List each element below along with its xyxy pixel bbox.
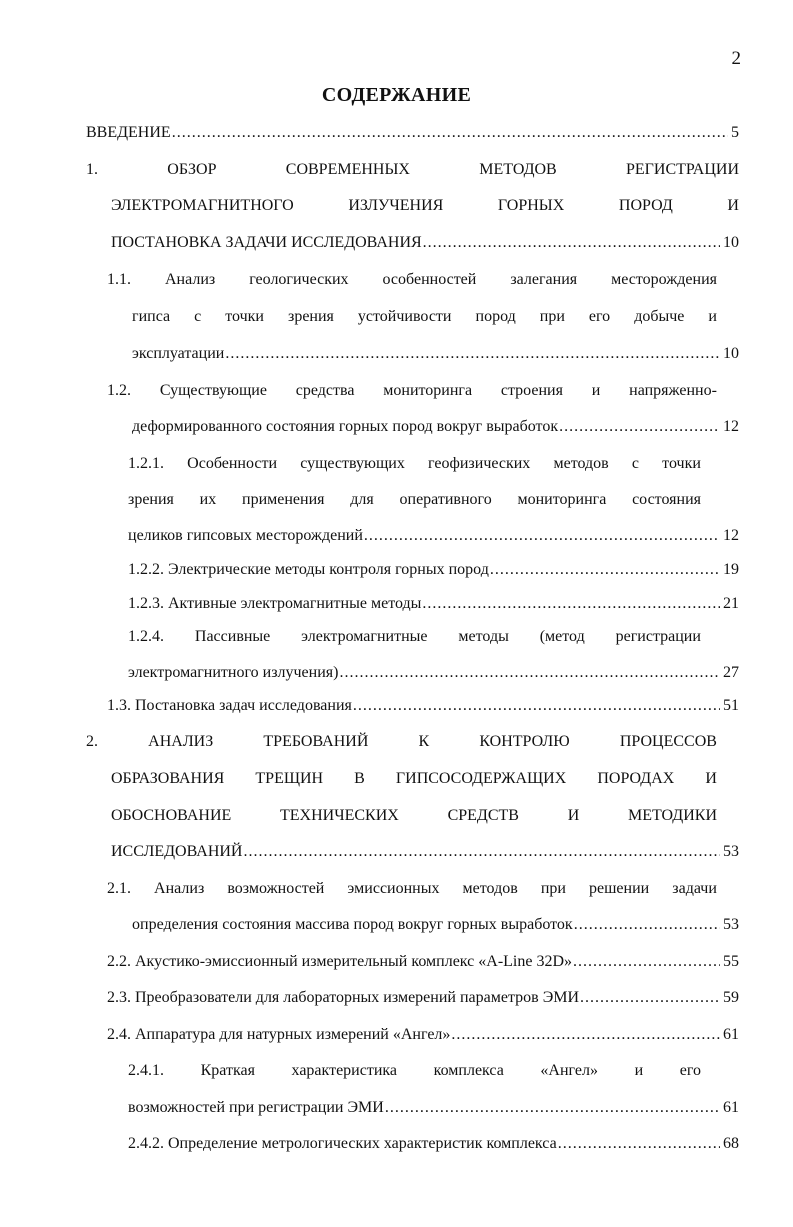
- toc-page-number: 53: [723, 843, 739, 860]
- leader-dots: [580, 983, 720, 1013]
- toc-page-number: 12: [723, 418, 739, 435]
- leader-dots: [423, 228, 720, 258]
- toc-line: 2.4.1. Краткая характеристика комплекса «Ангел» и его: [128, 1062, 701, 1079]
- page-title: СОДЕРЖАНИЕ: [321, 84, 472, 106]
- toc-entry-intro[interactable]: [86, 118, 739, 148]
- toc-line: деформированного состояния горных пород вокруг выработок ..... 12: [132, 412, 739, 442]
- chapter-number: 1.: [86, 161, 98, 178]
- leader-dots: [451, 1020, 720, 1050]
- toc-page-number: 5: [731, 124, 739, 141]
- toc-line: целиков гипсовых месторождений ..... 12: [128, 521, 739, 551]
- toc-line: ЭЛЕКТРОМАГНИТНОГО ИЗЛУЧЕНИЯ ГОРНЫХ ПОРОД И: [111, 197, 739, 214]
- toc-line: ИССЛЕДОВАНИЙ ..... 53: [111, 837, 739, 867]
- leader-dots: [385, 1093, 720, 1123]
- toc-entry-1-2-2[interactable]: 1.2.2. Электрические методы контроля горных пород ..... 19: [128, 555, 739, 585]
- toc-page-number: 61: [723, 1026, 739, 1043]
- leader-dots: [574, 910, 720, 940]
- toc-page-number: 27: [723, 664, 739, 681]
- toc-page-number: 68: [723, 1135, 739, 1152]
- toc-page-number: 10: [723, 345, 739, 362]
- toc-line: 2. АНАЛИЗ ТРЕБОВАНИЙ К КОНТРОЛЮ ПРОЦЕССОВ: [86, 727, 717, 757]
- toc-line: гипса с точки зрения устойчивости пород при его добыче и: [132, 308, 717, 325]
- leader-dots: [243, 837, 720, 867]
- toc-line: ПОСТАНОВКА ЗАДАЧИ ИССЛЕДОВАНИЯ ..... 10: [111, 228, 739, 258]
- toc-entry-2-4[interactable]: 2.4. Аппаратура для натурных измерений «Ангел» ..... 61: [107, 1020, 739, 1050]
- toc-line: 1.2. Существующие средства мониторинга строения и напряженно-: [107, 382, 717, 399]
- leader-dots: [353, 691, 720, 721]
- leader-dots: [573, 947, 720, 977]
- page-number: 2: [731, 48, 741, 69]
- chapter-number: 2.: [86, 733, 98, 750]
- leader-dots: [490, 555, 720, 585]
- toc-entry-2-2[interactable]: 2.2. Акустико-эмиссионный измерительный комплекс «A-Line 32D» ..... 55: [107, 947, 739, 977]
- toc-page-number: 19: [723, 561, 739, 578]
- toc-line: возможностей при регистрации ЭМИ ..... 61: [128, 1093, 739, 1123]
- toc-page-number: 21: [723, 595, 739, 612]
- toc-line: 2.1. Анализ возможностей эмиссионных методов при решении задачи: [107, 880, 717, 897]
- toc-line: 1.1. Анализ геологических особенностей залегания месторождения: [107, 271, 717, 288]
- toc-page-number: 12: [723, 527, 739, 544]
- toc-line: ОБРАЗОВАНИЯ ТРЕЩИН В ГИПСОСОДЕРЖАЩИХ ПОРОДАХ И: [111, 770, 717, 787]
- leader-dots: [559, 412, 720, 442]
- leader-dots: [339, 658, 720, 688]
- toc-line: 1.2.1. Особенности существующих геофизических методов с точки: [128, 455, 701, 472]
- toc-page-number: 55: [723, 953, 739, 970]
- toc-entry-1-3[interactable]: 1.3. Постановка задач исследования ..... 51: [107, 691, 739, 721]
- toc-entry-1-2-3[interactable]: 1.2.3. Активные электромагнитные методы ..... 21: [128, 589, 739, 619]
- leader-dots: [422, 589, 720, 619]
- toc-page-number: 61: [723, 1099, 739, 1116]
- toc-page-number: 10: [723, 234, 739, 251]
- toc-line: 1.2.4. Пассивные электромагнитные методы (метод регистрации: [128, 628, 701, 645]
- toc-page-number: 51: [723, 697, 739, 714]
- toc-line: эксплуатации ..... 10: [132, 339, 739, 369]
- toc-line: электромагнитного излучения) ..... 27: [128, 658, 739, 688]
- toc-line: 1. ОБЗОР СОВРЕМЕННЫХ МЕТОДОВ РЕГИСТРАЦИИ: [86, 155, 739, 185]
- leader-dots: [558, 1129, 720, 1159]
- toc-line: определения состояния массива пород вокруг горных выработок ..... 53: [132, 910, 739, 940]
- leader-dots: [364, 521, 720, 551]
- toc-line: зрения их применения для оперативного мониторинга состояния: [128, 491, 701, 508]
- toc-entry-2-3[interactable]: 2.3. Преобразователи для лабораторных измерений параметров ЭМИ ..... 59: [107, 983, 739, 1013]
- toc-line: ОБОСНОВАНИЕ ТЕХНИЧЕСКИХ СРЕДСТВ И МЕТОДИКИ: [111, 807, 717, 824]
- leader-dots: [172, 118, 728, 148]
- toc-entry-text: ВВЕДЕНИЕ: [86, 124, 171, 141]
- toc-page-number: 59: [723, 989, 739, 1006]
- toc-entry-2-4-2[interactable]: 2.4.2. Определение метрологических характеристик комплекса ..... 68: [128, 1129, 739, 1159]
- toc-page-number: 53: [723, 916, 739, 933]
- leader-dots: [225, 339, 720, 369]
